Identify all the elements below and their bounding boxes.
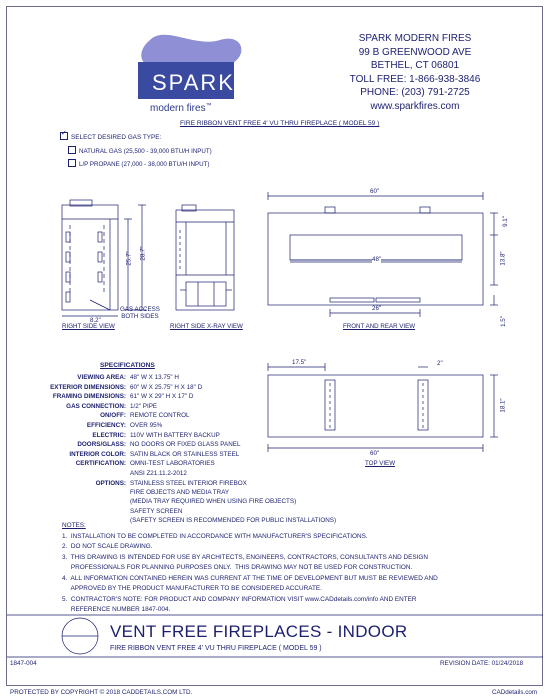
company-name: SPARK MODERN FIRES: [358, 33, 472, 44]
spec-label: FRAMING DIMENSIONS:: [52, 393, 126, 401]
notes-lines: [62, 532, 438, 616]
spec-value: 48" W X 13.75" H: [130, 374, 179, 381]
spec-label: ON/OFF:: [100, 412, 126, 420]
spec-heading: SPECIFICATIONS: [100, 362, 155, 369]
spec-value: 60" W X 25.75" H X 18" D: [130, 383, 203, 391]
copyright: PROTECTED BY COPYRIGHT © 2018 CADDETAILS.COM LTD.: [10, 689, 193, 696]
website: www.sparkfires.com: [370, 100, 460, 112]
right-side-view: [62, 200, 146, 316]
drawing-title: FIRE RIBBON VENT FREE 4' VU THRU FIREPLACE ( MODEL 59 ): [180, 120, 380, 127]
dim-top-17-5: 17.5": [292, 359, 307, 366]
spec-value: NO DOORS OR FIXED GLASS PANEL: [130, 441, 241, 449]
note-line: 2. DO NOT SCALE DRAWING.: [62, 543, 153, 550]
dim-front-opening: 48": [372, 256, 382, 263]
spec-value: 110V WITH BATTERY BACKUP: [130, 431, 220, 439]
notes-block: [62, 521, 438, 616]
spec-option: STAINLESS STEEL INTERIOR FIREBOX: [130, 480, 247, 487]
spec-value: OVER 95%: [130, 422, 163, 429]
note-line: REFERENCE NUMBER 1847-004.: [62, 606, 171, 613]
spec-value: SATIN BLACK OR STAINLESS STEEL: [130, 450, 240, 458]
dim-front-1-5: 1.5": [499, 316, 507, 327]
caption-top-view: TOP VIEW: [365, 460, 396, 467]
spec-label: EFFICIENCY:: [86, 422, 126, 429]
phone: PHONE: (203) 791-2725: [360, 87, 470, 98]
spec-label: CERTIFICATION:: [75, 460, 126, 468]
spec-option: (SAFETY SCREEN IS RECOMMENDED FOR PUBLIC INSTALLATIONS): [130, 516, 337, 524]
brand-name: SPARK: [152, 70, 235, 95]
spec-value: 61" W X 29" H X 17" D: [130, 393, 194, 401]
dim-top-18-1: 18.1": [499, 398, 507, 413]
dim-top-60: 60": [370, 450, 380, 457]
note-line: 4. ALL INFORMATION CONTAINED HEREIN WAS CURRENT AT THE TIME OF DEVELOPMENT BUT MUST BE REVIEWED AND: [62, 574, 438, 582]
address-line1: 99 B GREENWOOD AVE: [358, 46, 472, 58]
notes-heading: NOTES:: [62, 522, 86, 529]
brand-tm: ™: [205, 103, 212, 109]
front-rear-view: [268, 192, 498, 317]
note-line: 5. CONTRACTOR'S NOTE: FOR PRODUCT AND COMPANY INFORMATION VISIT www.CADdetails.com/info AND ENTER: [62, 595, 417, 603]
spec-value: OMNI-TEST LABORATORIES: [130, 460, 215, 468]
spec-value: 1/2" PIPE: [130, 402, 158, 410]
gas-option2-label: L/P PROPANE (27,000 - 38,000 BTU/H INPUT): [79, 161, 210, 168]
dim-front-width: 60": [370, 188, 380, 195]
spec-value: REMOTE CONTROL: [130, 412, 190, 420]
spec-cert-line2: ANSI Z21.11.2-2012: [130, 470, 187, 477]
title-main: VENT FREE FIREPLACES - INDOOR: [110, 622, 408, 641]
caption-front-rear: FRONT AND REAR VIEW: [343, 323, 416, 330]
spec-option: FIRE OBJECTS AND MEDIA TRAY: [130, 489, 230, 497]
dim-side-bottom: 8.2": [90, 317, 101, 324]
note-line: 1. INSTALLATION TO BE COMPLETED IN ACCORDANCE WITH MANUFACTURER'S SPECIFICATIONS.: [62, 532, 368, 540]
drawing-ref: 1847-004: [10, 660, 37, 667]
spec-label: DOORS/GLASS:: [77, 441, 126, 449]
right-side-xray-view: [176, 205, 234, 310]
spec-option: (MEDIA TRAY REQUIRED WHEN USING FIRE OBJECTS): [130, 498, 297, 506]
spec-label: EXTERIOR DIMENSIONS:: [50, 383, 126, 391]
caption-right-side: RIGHT SIDE VIEW: [62, 323, 115, 330]
dim-front-13-8: 13.8": [499, 251, 507, 266]
dim-front-26: 26": [372, 305, 382, 312]
note-line: PROFESSIONALS FOR PLANNING PURPOSES ONLY. THIS DRAWING MAY NOT BE USED FOR CONSTRUCTION.: [62, 564, 413, 571]
note-line: 3. THIS DRAWING IS INTENDED FOR USE BY ARCHITECTS, ENGINEERS, CONTRACTORS, CONSULTANTS AND DESIGN: [62, 553, 428, 561]
caption-right-side-xray: RIGHT SIDE X-RAY VIEW: [170, 323, 243, 330]
top-view: [268, 363, 498, 452]
gas-header-text: SELECT DESIRED GAS TYPE:: [71, 134, 162, 141]
title-sub: FIRE RIBBON VENT FREE 4' VU THRU FIREPLACE ( MODEL 59 ): [110, 645, 322, 652]
dim-side-inner: 25.7": [125, 251, 133, 266]
dim-gas-access: GAS ACCESS BOTH SIDES: [120, 306, 160, 320]
spec-label: INTERIOR COLOR:: [69, 450, 126, 458]
dim-top-2: 2": [437, 360, 443, 367]
spec-label: ELECTRIC:: [92, 431, 126, 439]
address-line2: BETHEL, CT 06801: [370, 60, 460, 71]
revision-date: REVISION DATE: 01/24/2018: [440, 660, 524, 667]
checkbox-checked-icon: ✓: [60, 132, 68, 140]
dim-front-9-1: 9.1": [501, 216, 509, 227]
spec-label: VIEWING AREA:: [77, 374, 126, 381]
dim-side-outer: 28.7": [139, 246, 147, 261]
gas-option1-label: NATURAL GAS (25,500 - 39,000 BTU/H INPUT): [79, 148, 212, 155]
tollfree: TOLL FREE: 1-866-938-3846: [349, 73, 481, 85]
note-line: APPROVED BY THE PRODUCT MANUFACTURER TO BE CONSIDERED ACCURATE.: [62, 585, 322, 592]
spec-label: GAS CONNECTION:: [66, 402, 126, 410]
spec-options-label: OPTIONS:: [95, 480, 126, 487]
site-name[interactable]: CADdetails.com: [492, 689, 538, 696]
spec-option: SAFETY SCREEN: [130, 507, 183, 515]
brand-tagline-text: modern fires: [150, 103, 206, 114]
